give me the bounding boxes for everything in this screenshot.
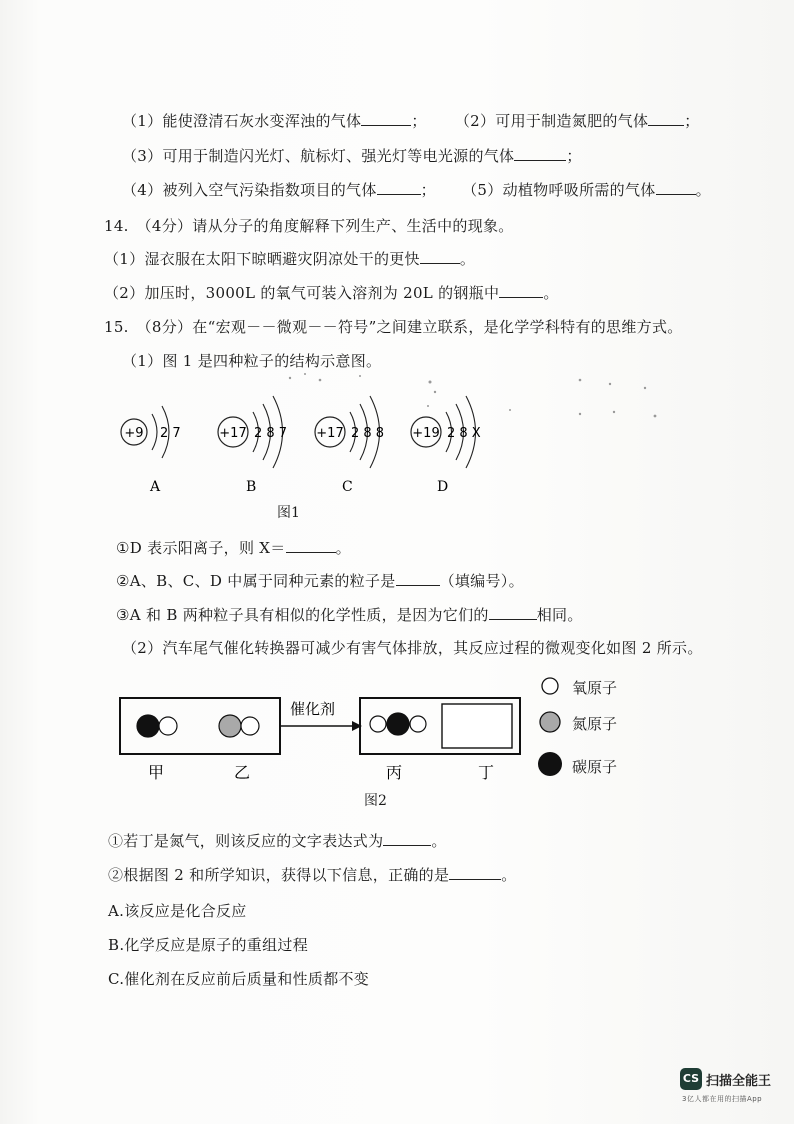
- sub-3-text: ③A 和 B 两种粒子具有相似的化学性质，是因为它们的: [116, 606, 489, 624]
- q13-item-1: （1）能使澄清石灰水变浑浊的气体: [122, 112, 362, 130]
- sub-2-text: ②根据图 2 和所学知识，获得以下信息，正确的是: [108, 866, 450, 884]
- q14-part-1: [104, 248, 475, 269]
- legend-oxygen-label: 氧原子: [572, 679, 618, 697]
- figure-1-caption: 图1: [277, 505, 300, 521]
- punct: 。: [335, 539, 351, 557]
- atom-B-nucleus: +17: [219, 426, 247, 441]
- molecule-ding-blank[interactable]: [442, 704, 512, 748]
- answer-blank[interactable]: [377, 182, 421, 195]
- q13-line-2: [122, 145, 582, 166]
- legend-nitrogen-label: 氮原子: [572, 715, 618, 733]
- q13-item-4: （4）被列入空气污染指数项目的气体: [122, 181, 377, 199]
- q15-1-sub-2: [116, 570, 524, 591]
- atom-C-shells: 2 8 8: [351, 426, 385, 441]
- punct: 。: [543, 284, 559, 302]
- sub-2-text: ②A、B、C、D 中属于同种元素的粒子是: [116, 572, 396, 590]
- figure-1-atom-diagrams: [100, 370, 780, 520]
- atom-A-nucleus: +9: [124, 426, 144, 441]
- q13-item-5: （5）动植物呼吸所需的气体: [462, 181, 656, 199]
- punct: ；: [420, 181, 436, 199]
- atom-B-letter: B: [246, 479, 257, 495]
- atom-A: [121, 406, 181, 495]
- answer-blank[interactable]: [489, 607, 537, 620]
- answer-blank[interactable]: [514, 148, 566, 161]
- answer-blank[interactable]: [449, 867, 501, 880]
- label-ding: 丁: [478, 763, 495, 782]
- answer-blank[interactable]: [499, 285, 543, 298]
- punct: ；: [411, 112, 427, 130]
- q13-item-2: （2）可用于制造氮肥的气体: [454, 112, 649, 130]
- q14-part-1-text: （1）湿衣服在太阳下晾晒避灾阴凉处干的更快: [104, 250, 420, 268]
- legend-oxygen-swatch: [542, 678, 558, 694]
- label-bing: 丙: [386, 763, 403, 782]
- q13-line-1: [122, 110, 700, 131]
- atom-A-shells: 2 7: [160, 426, 181, 441]
- punct: 。: [501, 866, 517, 884]
- answer-blank[interactable]: [286, 540, 336, 553]
- answer-blank[interactable]: [383, 833, 431, 846]
- punct: ；: [684, 112, 700, 130]
- atom-C-letter: C: [342, 479, 353, 495]
- q14-heading: 14. （4分）请从分子的角度解释下列生产、生活中的现象。: [104, 217, 514, 235]
- scanner-logo-icon: CS: [680, 1068, 702, 1090]
- atom-B-shells: 2 8 7: [254, 426, 288, 441]
- q13-line-3: [122, 179, 711, 200]
- atom-C-nucleus: +17: [316, 426, 344, 441]
- punct: ；: [566, 147, 582, 165]
- q13-item-3: （3）可用于制造闪光灯、航标灯、强光灯等电光源的气体: [122, 147, 515, 165]
- atom-D-letter: D: [437, 479, 449, 495]
- punct: 相同。: [536, 606, 583, 624]
- atom-B: [218, 396, 287, 495]
- q14-part-2-text: （2）加压时，3000L 的氧气可装入溶剂为 20L 的钢瓶中: [104, 284, 500, 302]
- scanner-app-name: 扫描全能王: [706, 1074, 772, 1089]
- catalyst-label: 催化剂: [290, 700, 336, 718]
- q15-1-sub-3: [116, 604, 583, 625]
- atom-C: [315, 396, 384, 495]
- q15-part-2: （2）汽车尾气催化转换器可减少有害气体排放，其反应过程的微观变化如图 2 所示。: [122, 639, 703, 657]
- molecule-jia: [137, 715, 177, 737]
- q15-2-sub-1: [108, 830, 447, 851]
- punct: 。: [695, 181, 711, 199]
- legend-carbon-swatch: [538, 752, 562, 776]
- scanner-tagline: 3亿人都在用的扫描App: [682, 1095, 763, 1103]
- label-jia: 甲: [148, 763, 165, 782]
- sub-1-text: ①D 表示阳离子，则 X＝: [116, 539, 286, 557]
- figure-2-caption: 图2: [364, 793, 387, 809]
- figure-2-reaction: [110, 670, 640, 790]
- punct: （填编号）。: [439, 572, 524, 590]
- atom-A-letter: A: [150, 479, 161, 495]
- answer-blank[interactable]: [656, 182, 696, 195]
- option-c[interactable]: C.催化剂在反应前后质量和性质都不变: [108, 970, 370, 988]
- answer-blank[interactable]: [420, 251, 460, 264]
- q15-heading: 15. （8分）在“宏观－－微观－－符号”之间建立联系，是化学学科特有的思维方式。: [104, 318, 683, 336]
- answer-blank[interactable]: [396, 573, 440, 586]
- scanner-watermark: [680, 1068, 776, 1104]
- q15-1-sub-1: [116, 537, 351, 558]
- q15-part-1: （1）图 1 是四种粒子的结构示意图。: [122, 352, 382, 370]
- atom-D-nucleus: +19: [412, 426, 440, 441]
- atom-D: [411, 396, 481, 495]
- legend-nitrogen-swatch: [540, 712, 560, 732]
- option-a[interactable]: A.该反应是化合反应: [108, 902, 247, 920]
- sub-1-text: ①若丁是氮气，则该反应的文字表达式为: [108, 832, 384, 850]
- atom-D-shells: 2 8 X: [447, 426, 481, 441]
- molecule-bing: [370, 713, 426, 735]
- answer-blank[interactable]: [648, 113, 684, 126]
- molecule-yi: [219, 715, 259, 737]
- punct: 。: [431, 832, 447, 850]
- legend-carbon-label: 碳原子: [572, 758, 618, 776]
- q15-2-sub-2: [108, 864, 517, 885]
- q14-part-2: [104, 282, 559, 303]
- option-b[interactable]: B.化学反应是原子的重组过程: [108, 936, 308, 954]
- answer-blank[interactable]: [361, 113, 411, 126]
- label-yi: 乙: [234, 763, 251, 782]
- punct: 。: [459, 250, 476, 268]
